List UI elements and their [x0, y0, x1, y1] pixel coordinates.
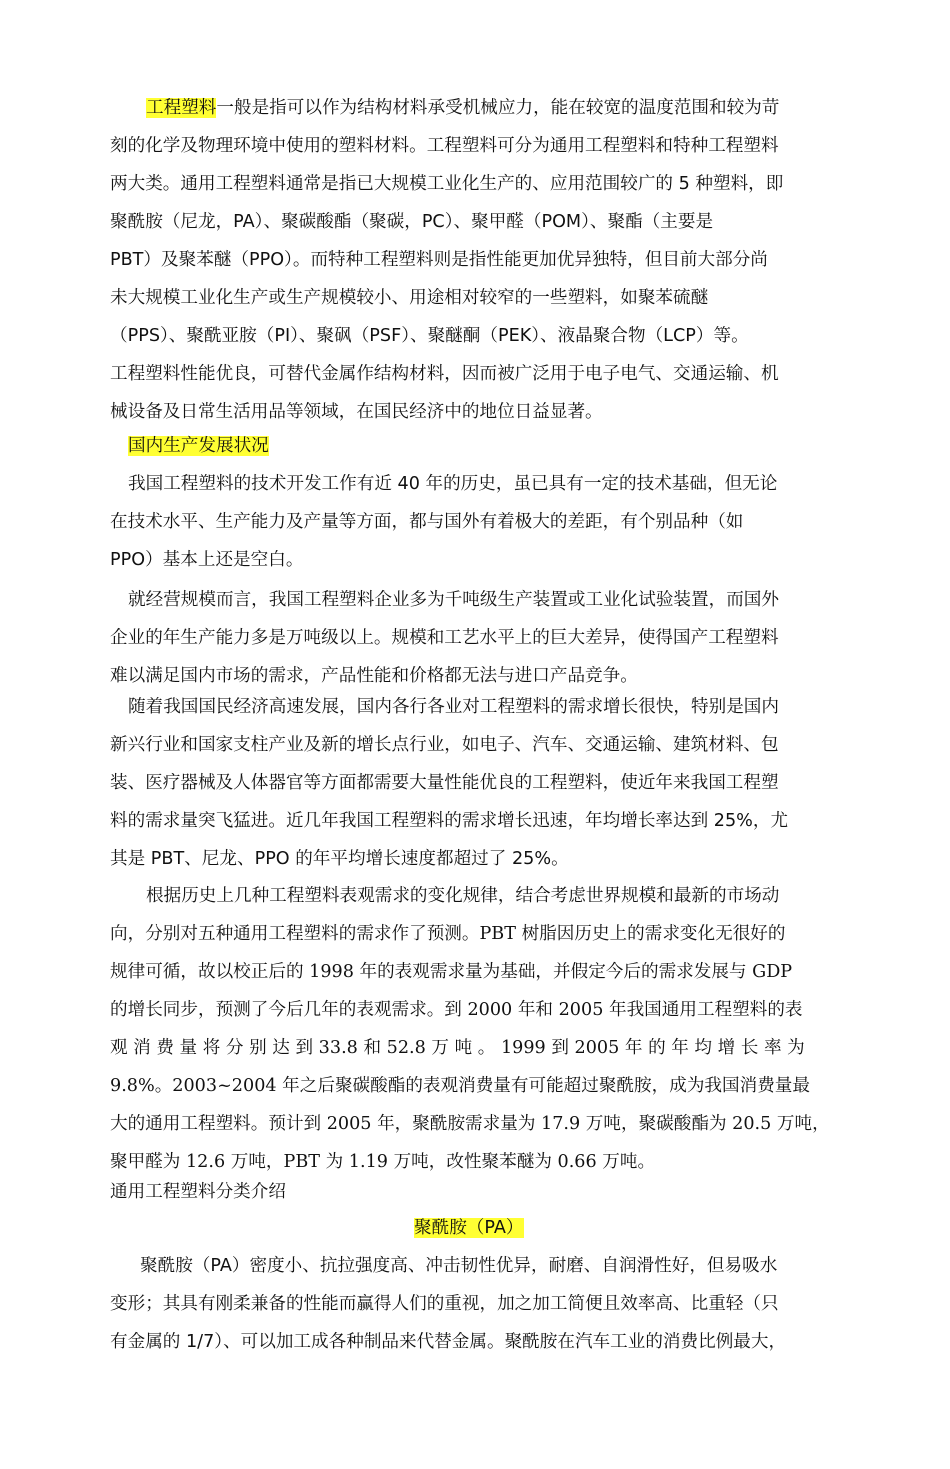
intro-line-7: （PPS）、聚酰亚胺（PI）、聚砜（PSF）、聚醚酮（PEK）、液晶聚合物（LCP）等。: [110, 326, 749, 346]
document-page: 工程塑料一般是指可以作为结构材料承受机械应力，能在较宽的温度范围和较为苛 刻的化学及物理环境中使用的塑料材料。工程塑料可分为通用工程塑料和特种工程塑料 两大类。通用工程塑料通常是指已大规模工业化生产的、应用范围较广的 5 种塑料，即 聚酰胺（尼龙，PA）、聚碳酸酯（聚碳，PC）、聚甲醛（POM）、聚酯（主要是 PBT）及聚苯醚（PPO）。而特种工程塑料则是指性能更加优异独特，但目前大部分尚 未大规模工业化生产或生产规模较小、用途相对较窄的一些塑料，如聚苯硫醚 （PPS）、聚酰亚胺（PI）、聚砜（PSF）、聚醚酮（PEK）、液晶聚合物（LCP）等。 工程塑料性能优良，可替代金属作结构材料，因而被广泛用于电子电气、交通运输、机 械设备及日常生活用品等领域，在国民经济中的地位日益显著。 国内生产发展状况 我国工程塑料的技术开发工作有近 40 年的历史，虽已具有一定的技术基础，但无论 在技术水平、生产能力及产量等方面，都与国外有着极大的差距，有个别品种（如 PPO）基本上还是空白。 就经营规模而言，我国工程塑料企业多为千吨级生产装置或工业化试验装置，而国外 企业的年生产能力多是万吨级以上。规模和工艺水平上的巨大差异，使得国产工程塑料 难以满足国内市场的需求，产品性能和价格都无法与进口产品竞争。 随着我国国民经济高速发展，国内各行各业对工程塑料的需求增长很快，特别是国内 新兴行业和国家支柱产业及新的增长点行业，如电子、汽车、交通运输、建筑材料、包 装、医疗器械及人体器官等方面都需要大量性能优良的工程塑料，使近年来我国工程塑 料的需求量突飞猛进。近几年我国工程塑料的需求增长迅速，年均增长率达到 25%，尤 其是 PBT、尼龙、PPO 的年平均增长速度都超过了 25%。 根据历史上几种工程塑料表观需求的变化规律，结合考虑世界规模和最新的市场动 向，分别对五种通用工程塑料的需求作了预测。PBT 树脂因历史上的需求变化无很好的 规律可循，故以校正后的 1998 年的表观需求量为基础，并假定今后的需求发展与 GDP 的增长同步，预测了今后几年的表观需求。到 2000 年和 2005 年我国通用工程塑料的表 观 消 费 量 将 分 别 达 到 33.8 和 52.8 万 吨 。 1999 到 2005 年 的 年 均 增 长 率 为 9.8%。2003~2004 年之后聚碳酸酯的表观消费量有可能超过聚酰胺，成为我国消费量最 大的通用工程塑料。预计到 2005 年，聚酰胺需求量为 17.9 万吨，聚碳酸酯为 20.5 万吨， 聚甲醛为 12.6 万吨，PBT 为 1.19 万吨，改性聚苯醚为 0.66 万吨。 通用工程塑料分类介绍 聚酰胺（PA） 聚酰胺（PA）密度小、抗拉强度高、冲击韧性优异，耐磨、自润滑性好，但易吸水 变形；其具有刚柔兼备的性能而赢得人们的重视，加之加工简便且效率高、比重轻（只 有金属的 1/7）、可以加工成各种制品来代替金属。聚酰胺在汽车工业的消费比例最大，: [0, 0, 950, 1469]
intro-line-3: 两大类。通用工程塑料通常是指已大规模工业化生产的、应用范围较广的 5 种塑料，即: [110, 174, 784, 194]
intro-line-6: 未大规模工业化生产或生产规模较小、用途相对较窄的一些塑料，如聚苯硫醚: [110, 288, 709, 308]
section-heading-general-plastics: 通用工程塑料分类介绍: [110, 1182, 286, 1202]
intro-line-9: 械设备及日常生活用品等领域，在国民经济中的地位日益显著。: [110, 402, 603, 422]
intro-line-2: 刻的化学及物理环境中使用的塑料材料。工程塑料可分为通用工程塑料和特种工程塑料: [110, 136, 779, 156]
intro-line-1: 工程塑料一般是指可以作为结构材料承受机械应力，能在较宽的温度范围和较为苛: [146, 98, 780, 118]
subheading-polyamide: 聚酰胺（PA）: [414, 1218, 524, 1238]
intro-line-8: 工程塑料性能优良，可替代金属作结构材料，因而被广泛用于电子电气、交通运输、机: [110, 364, 779, 384]
section-heading-domestic-production: 国内生产发展状况: [128, 436, 269, 456]
intro-line-5: PBT）及聚苯醚（PPO）。而特种工程塑料则是指性能更加优异独特，但目前大部分尚: [110, 250, 768, 270]
intro-line-4: 聚酰胺（尼龙，PA）、聚碳酸酯（聚碳，PC）、聚甲醛（POM）、聚酯（主要是: [110, 212, 714, 232]
highlighted-term: 工程塑料: [146, 98, 217, 118]
